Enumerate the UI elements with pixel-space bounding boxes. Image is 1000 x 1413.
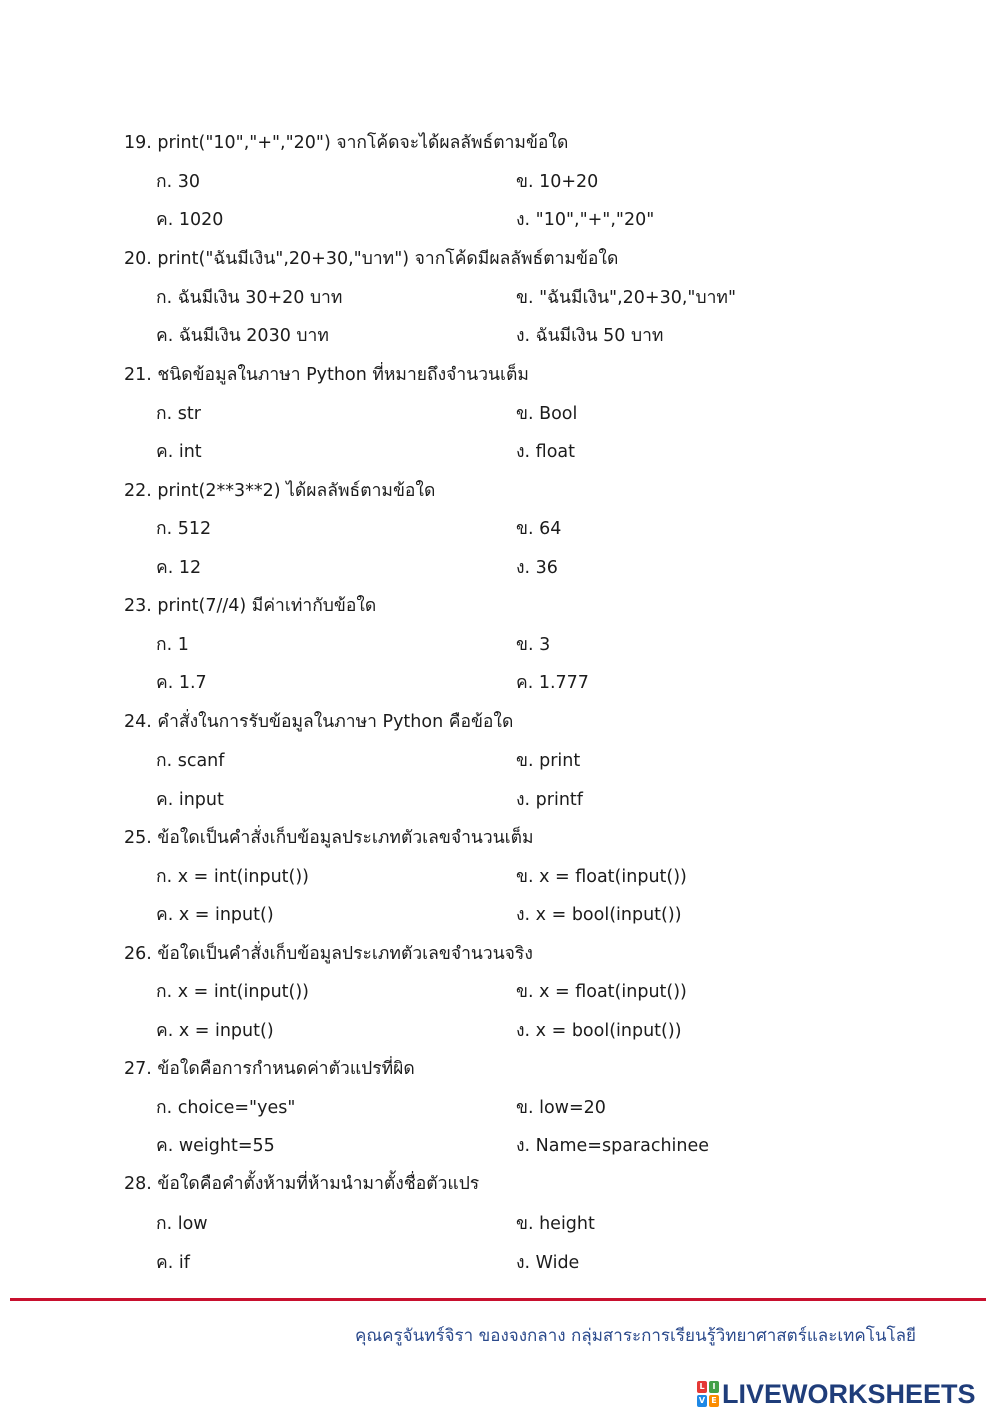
question-27: 27. ข้อใดคือการกำหนดค่าตัวแปรที่ผิด [124, 1059, 415, 1079]
q20-option-c: ค. ฉันมีเงิน 2030 บาท [156, 326, 329, 346]
logo-icon [697, 1381, 719, 1407]
footer-divider [10, 1298, 986, 1301]
question-22: 22. print(2**3**2) ได้ผลลัพธ์ตามข้อใด [124, 481, 436, 501]
question-24: 24. คำสั่งในการรับข้อมูลในภาษา Python คือข้อใด [124, 712, 514, 732]
logo-letter-e: E [709, 1395, 719, 1407]
q25-option-d: ง. x = bool(input()) [516, 905, 682, 925]
q21-option-d: ง. float [516, 442, 575, 462]
q26-option-b: ข. x = float(input()) [516, 982, 687, 1002]
q23-option-b: ข. 3 [516, 635, 551, 655]
q27-option-b: ข. low=20 [516, 1098, 606, 1118]
q20-option-b: ข. "ฉันมีเงิน",20+30,"บาท" [516, 288, 736, 308]
q22-option-a: ก. 512 [156, 519, 212, 539]
q21-option-c: ค. int [156, 442, 202, 462]
q26-option-c: ค. x = input() [156, 1021, 274, 1041]
question-20: 20. print("ฉันมีเงิน",20+30,"บาท") จากโค้ดมีผลลัพธ์ตามข้อใด [124, 249, 619, 269]
logo-wordmark: LIVEWORKSHEETS [722, 1378, 976, 1409]
q23-option-c: ค. 1.7 [156, 673, 207, 693]
q19-option-d: ง. "10","+","20" [516, 210, 655, 230]
q19-option-a: ก. 30 [156, 172, 200, 192]
q23-option-a: ก. 1 [156, 635, 189, 655]
q28-option-a: ก. low [156, 1214, 208, 1234]
question-23: 23. print(7//4) มีค่าเท่ากับข้อใด [124, 596, 377, 616]
q26-option-d: ง. x = bool(input()) [516, 1021, 682, 1041]
question-26: 26. ข้อใดเป็นคำสั่งเก็บข้อมูลประเภทตัวเลขจำนวนจริง [124, 944, 533, 964]
q28-option-c: ค. if [156, 1253, 190, 1273]
logo-letter-l: L [697, 1381, 707, 1393]
question-25: 25. ข้อใดเป็นคำสั่งเก็บข้อมูลประเภทตัวเลขจำนวนเต็ม [124, 828, 534, 848]
q21-option-a: ก. str [156, 404, 201, 424]
q24-option-c: ค. input [156, 790, 224, 810]
question-19: 19. print("10","+","20") จากโค้ดจะได้ผลลัพธ์ตามข้อใด [124, 133, 569, 153]
q27-option-d: ง. Name=sparachinee [516, 1136, 710, 1156]
q20-option-a: ก. ฉันมีเงิน 30+20 บาท [156, 288, 343, 308]
q19-option-b: ข. 10+20 [516, 172, 599, 192]
q20-option-d: ง. ฉันมีเงิน 50 บาท [516, 326, 664, 346]
q27-option-a: ก. choice="yes" [156, 1098, 296, 1118]
q24-option-a: ก. scanf [156, 751, 225, 771]
q21-option-b: ข. Bool [516, 404, 578, 424]
q28-option-b: ข. height [516, 1214, 595, 1234]
q25-option-c: ค. x = input() [156, 905, 274, 925]
footer-credit: คุณครูจันทร์จิรา ของจงกลาง กลุ่มสาระการเรียนรู้วิทยาศาสตร์และเทคโนโลยี [355, 1326, 916, 1346]
q24-option-d: ง. printf [516, 790, 583, 810]
q28-option-d: ง. Wide [516, 1253, 580, 1273]
q26-option-a: ก. x = int(input()) [156, 982, 310, 1002]
liveworksheets-logo[interactable] [697, 1379, 976, 1409]
question-21: 21. ชนิดข้อมูลในภาษา Python ที่หมายถึงจำนวนเต็ม [124, 365, 529, 385]
logo-letter-v: V [698, 1396, 706, 1405]
q24-option-b: ข. print [516, 751, 581, 771]
q25-option-a: ก. x = int(input()) [156, 867, 310, 887]
q25-option-b: ข. x = float(input()) [516, 867, 687, 887]
q23-option-d: ค. 1.777 [516, 673, 589, 693]
q27-option-c: ค. weight=55 [156, 1136, 275, 1156]
q22-option-d: ง. 36 [516, 558, 558, 578]
q22-option-b: ข. 64 [516, 519, 562, 539]
q22-option-c: ค. 12 [156, 558, 202, 578]
question-28: 28. ข้อใดคือคำตั้งห้ามที่ห้ามนำมาตั้งชื่อตัวแปร [124, 1174, 480, 1194]
q19-option-c: ค. 1020 [156, 210, 224, 230]
logo-letter-i: I [709, 1381, 719, 1393]
